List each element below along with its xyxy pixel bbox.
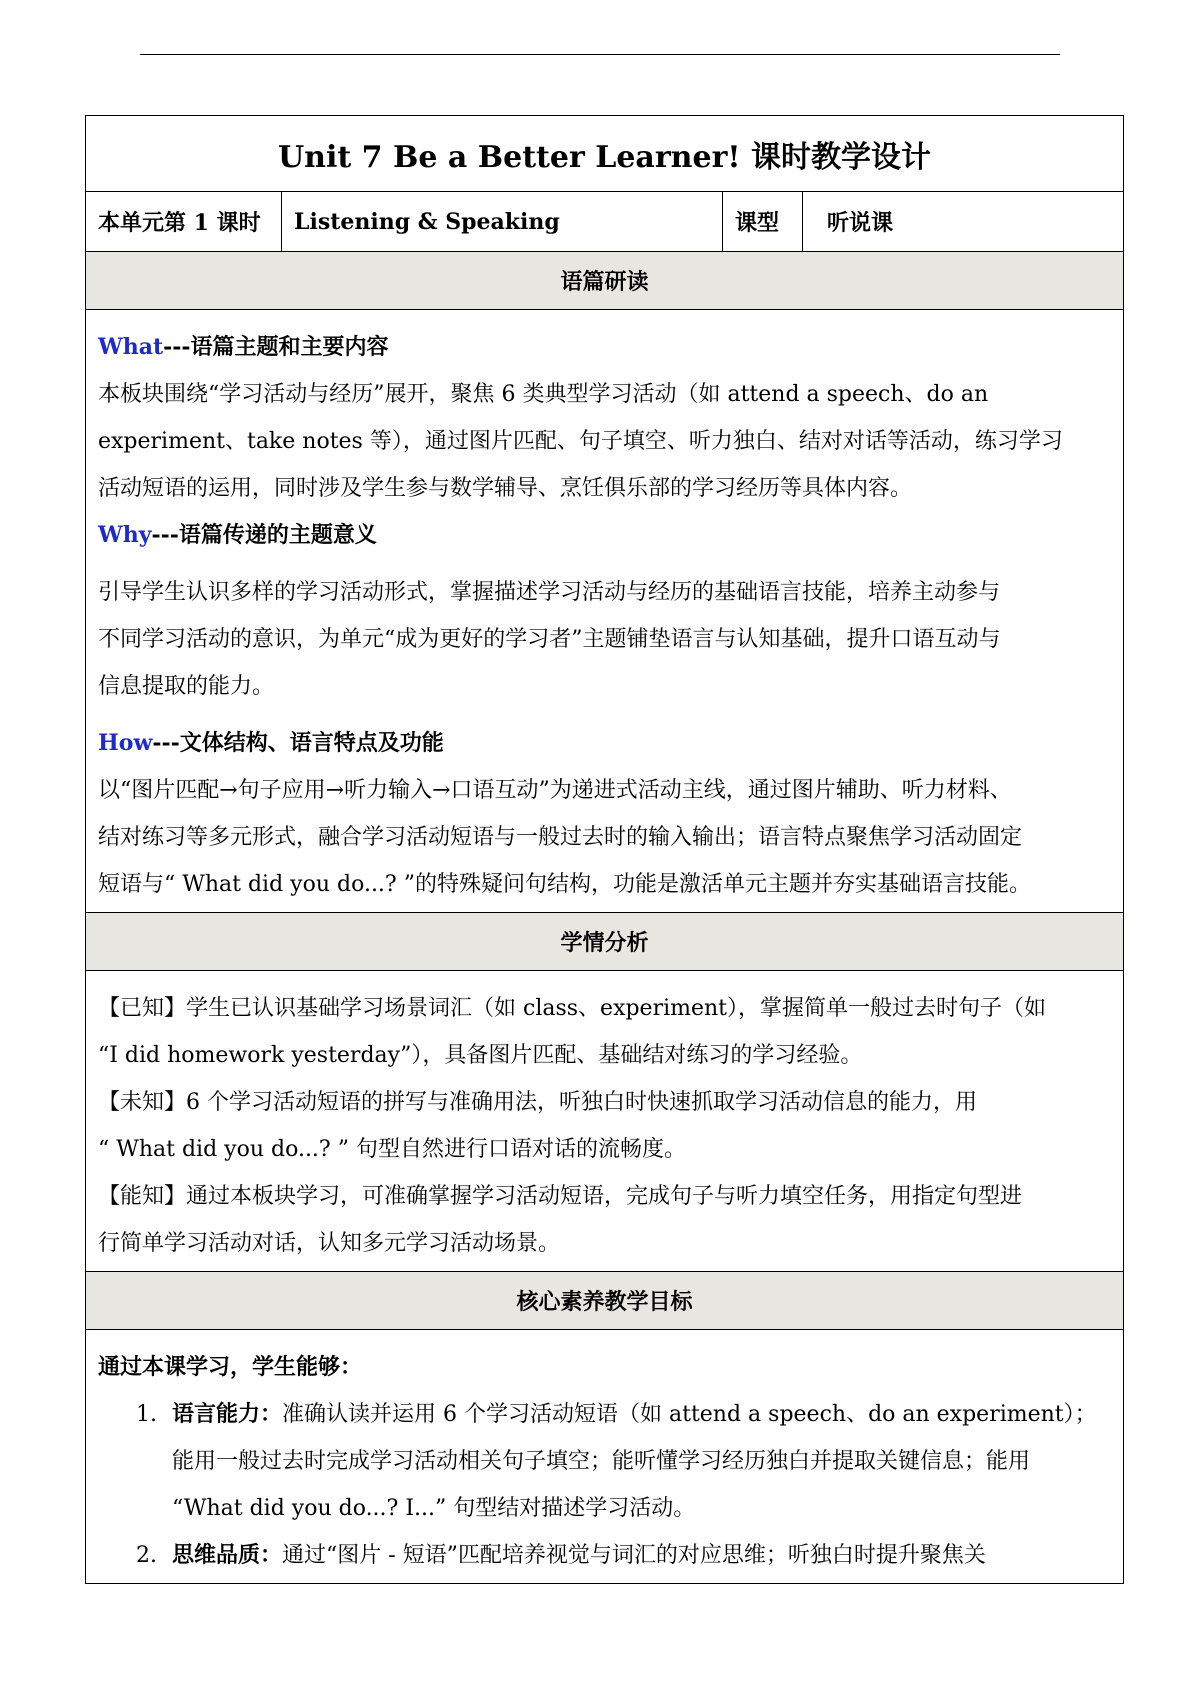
- lesson-type-value: 听说课: [827, 210, 894, 236]
- how-line: 短语与“ What did you do...? ”的特殊疑问句结构，功能是激活单元主题并夯实基础语言技能。: [98, 872, 1031, 897]
- objective-label: 思维品质：: [172, 1542, 283, 1568]
- objectives-intro: 通过本课学习，学生能够：: [98, 1354, 363, 1380]
- how-heading: [98, 720, 1111, 767]
- why-line: 不同学习活动的意识，为单元“成为更好的学习者”主题铺垫语言与认知基础，提升口语互动与: [98, 627, 1001, 652]
- header-rule: [140, 54, 1060, 55]
- why-label: ---语篇传递的主题意义: [151, 522, 377, 548]
- why-line: 信息提取的能力。: [98, 674, 275, 699]
- what-keyword: What: [98, 334, 164, 360]
- what-line: 本板块围绕“学习活动与经历”展开，聚焦 6 类典型学习活动（如 attend a speech、do an: [98, 382, 989, 407]
- lesson-plan-table: [85, 115, 1124, 1584]
- why-line: 引导学生认识多样的学习活动形式，掌握描述学习活动与经历的基础语言技能，培养主动参与: [98, 580, 1001, 605]
- lesson-name: Listening & Speaking: [282, 192, 723, 251]
- how-keyword: How: [98, 730, 153, 756]
- analysis-line: 【能知】通过本板块学习，可准确掌握学习活动短语，完成句子与听力填空任务，用指定句型进: [98, 1184, 1023, 1209]
- how-line: 结对练习等多元形式，融合学习活动短语与一般过去时的输入输出；语言特点聚焦学习活动固定: [98, 825, 1023, 850]
- how-label: ---文体结构、语言特点及功能: [152, 730, 444, 756]
- objective-line: 准确认读并运用 6 个学习活动短语（如 attend a speech、do an experiment）；: [282, 1402, 1097, 1427]
- lesson-number-label: 本单元第 1 课时: [86, 192, 282, 251]
- objective-item: [98, 1391, 1111, 1532]
- what-line: 活动短语的运用，同时涉及学生参与数学辅导、烹饪俱乐部的学习经历等具体内容。: [98, 476, 913, 501]
- lesson-type-label: 课型: [723, 192, 803, 251]
- section-heading-text-study: 语篇研读: [86, 252, 1123, 310]
- objective-number: 2.: [136, 1543, 157, 1568]
- what-heading: [98, 324, 1111, 371]
- how-line: 以“图片匹配→句子应用→听力输入→口语互动”为递进式活动主线，通过图片辅助、听力材料、: [98, 778, 1012, 803]
- document-title: Unit 7 Be a Better Learner! 课时教学设计: [86, 116, 1123, 192]
- objective-label: 语言能力：: [172, 1401, 283, 1427]
- learner-analysis-content: [86, 971, 1123, 1272]
- text-study-content: [86, 310, 1123, 913]
- objectives-content: [86, 1330, 1123, 1583]
- objectives-list: [98, 1391, 1111, 1579]
- objective-item: [98, 1532, 1111, 1579]
- analysis-line: 行简单学习活动对话，认知多元学习活动场景。: [98, 1231, 561, 1256]
- analysis-line: “I did homework yesterday”），具备图片匹配、基础结对练习的学习经验。: [98, 1043, 863, 1068]
- what-label: ---语篇主题和主要内容: [163, 334, 389, 360]
- section-heading-learner-analysis: 学情分析: [86, 913, 1123, 971]
- objective-number: 1.: [136, 1402, 157, 1427]
- analysis-line: “ What did you do...? ” 句型自然进行口语对话的流畅度。: [98, 1137, 686, 1162]
- objective-line: 能用一般过去时完成学习活动相关句子填空；能听懂学习经历独白并提取关键信息；能用: [172, 1449, 1031, 1474]
- section-heading-objectives: 核心素养教学目标: [86, 1272, 1123, 1330]
- meta-row: [86, 192, 1123, 252]
- objective-line: “What did you do...? I...” 句型结对描述学习活动。: [172, 1496, 696, 1521]
- analysis-line: 【已知】学生已认识基础学习场景词汇（如 class、experiment），掌握简单一般过去时句子（如: [98, 996, 1047, 1021]
- why-keyword: Why: [98, 522, 152, 548]
- why-heading: [98, 512, 1111, 559]
- objective-line: 通过“图片 - 短语”匹配培养视觉与词汇的对应思维；听独白时提升聚焦关: [282, 1543, 986, 1568]
- what-line: experiment、take notes 等），通过图片匹配、句子填空、听力独白、结对对话等活动，练习学习: [98, 429, 1063, 454]
- analysis-line: 【未知】6 个学习活动短语的拼写与准确用法，听独白时快速抓取学习活动信息的能力，用: [98, 1090, 977, 1115]
